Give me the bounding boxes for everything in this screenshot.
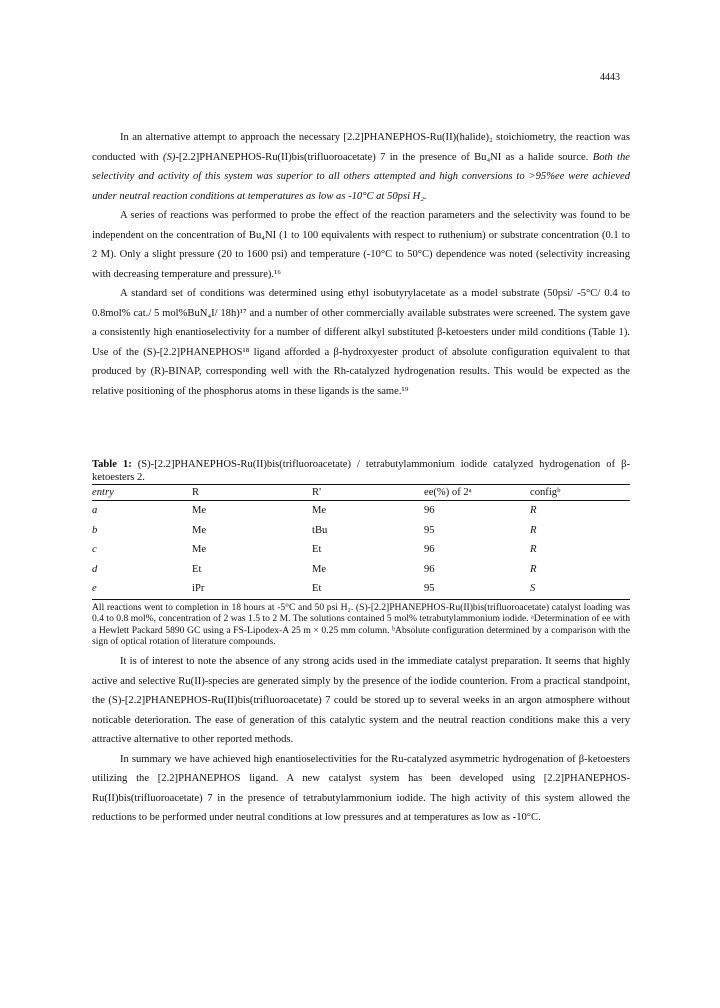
cell-ee: 96	[424, 544, 435, 556]
paragraph-3: A standard set of conditions was determined using ethyl isobutyrylacetate as a model substrate (50psi/ -5°C/ 0.4 to 0.8mol% cat./ 5 mol%BuN₄I/ 18h)¹⁷ and a number of other commercially available substrates were screened. The system gave a consistently high enantioselectivity for a number of different alkyl substituted β-ketoesters under mild conditions (Table 1). Use of the (S)-[2.2]PHANEPHOS¹⁸ ligand afforded a β-hydroxyester product of absolute configuration equivalent to that produced by (R)-BINAP, corresponding well with the Rh-catalyzed hydrogenation results. This would be expected as the relative positioning of the phosphorus atoms in these ligands is the same.¹⁹	[92, 288, 630, 397]
lower-text-block	[92, 652, 630, 828]
cell-r: Me	[192, 524, 207, 536]
cell-r-prime: Me	[312, 563, 327, 575]
header-r-prime: R'	[312, 485, 424, 501]
table-footnote: All reactions went to completion in 18 hours at -5°C and 50 psi H₂. (S)-[2.2]PHANEPHOS-Ru(II)bis(trifluoroacetate) catalyst loading was 0.4 to 0.8 mol%, concentration of 2 was 1.5 to 2 M. The solutions contained 5 mol% tetrabutylammonium iodide. ᵃDetermination of ee with a Hewlett Packard 5890 GC using a FS-Lipodex-A 25 m × 0.25 mm column. ᵇAbsolute configuration determined by a comparison with the sign of optical rotation of literature compounds.	[92, 601, 630, 647]
header-entry: entry	[92, 485, 192, 501]
paragraph-5: In summary we have achieved high enantioselectivities for the Ru-catalyzed asymmetric hydrogenation of β-ketoesters utilizing the [2.2]PHANEPHOS ligand. A new catalyst system has been developed using [2.2]PHANEPHOS-Ru(II)bis(trifluoroacetate) 7 in the presence of tetrabutylammonium iodide. The high activity of this system allowed the reductions to be performed under neutral conditions at low pressures and at temperatures as low as -10°C.	[92, 753, 630, 823]
table-1	[92, 458, 630, 648]
intro-s-label: (S)	[163, 151, 176, 163]
results-table	[92, 485, 630, 599]
table-row	[92, 560, 630, 580]
table-row	[92, 521, 630, 541]
table-header-row	[92, 485, 630, 501]
paragraph-2: A series of reactions was performed to probe the effect of the reaction parameters and the selectivity was found to be independent on the concentration of Bu₄NI (1 to 100 equivalents with respect to ruthenium) or substrate concentration (0.1 to 2 M). Only a slight pressure (20 to 1600 psi) and temperature (-10°C to 50°C) dependence was noted (selectivity increasing with decreasing temperature and pressure).¹⁶	[92, 210, 630, 280]
header-ee: ee(%) of 2ᵃ	[424, 485, 530, 501]
intro-mid: -[2.2]PHANEPHOS-Ru(II)bis(trifluoroacetate) 7 in the presence of Bu₄NI as a halide source.	[175, 151, 593, 163]
cell-entry: e	[92, 583, 97, 595]
table-row	[92, 579, 630, 599]
paragraph-intro	[92, 128, 630, 206]
table-row	[92, 501, 630, 521]
cell-entry: d	[92, 563, 98, 575]
table-caption	[92, 458, 630, 484]
cell-r-prime: Et	[312, 583, 322, 595]
cell-config: R	[530, 544, 537, 556]
cell-r-prime: tBu	[312, 524, 328, 536]
page-number: 4443	[600, 72, 620, 83]
cell-entry: b	[92, 524, 98, 536]
cell-r: iPr	[192, 583, 205, 595]
header-r: R	[192, 485, 312, 501]
cell-entry: a	[92, 505, 98, 517]
cell-ee: 96	[424, 563, 435, 575]
cell-config: R	[530, 563, 537, 575]
cell-r: Me	[192, 505, 207, 517]
cell-ee: 95	[424, 524, 435, 536]
cell-config: S	[530, 583, 536, 595]
table-caption-text: (S)-[2.2]PHANEPHOS-Ru(II)bis(trifluoroacetate) / tetrabutylammonium iodide catalyzed hydrogenation of β-ketoesters 2.	[92, 459, 630, 483]
cell-config: R	[530, 505, 537, 517]
intro-emphasis: Both the selectivity and activity of this system was superior to all others attempted and high conversions to >95%ee were achieved under neutral reaction conditions at temperatures as low as -10°C at 50psi H₂.	[92, 151, 631, 202]
cell-r-prime: Me	[312, 505, 327, 517]
cell-r: Et	[192, 563, 202, 575]
table-row	[92, 540, 630, 560]
intro-lead: In an alternative attempt to approach the necessary [2.2]PHANEPHOS-Ru(II)(halide)₂ stoichiometry, the reaction was conducted with	[92, 132, 630, 163]
table-bottom-rule	[92, 599, 630, 600]
paragraph-4: It is of interest to note the absence of any strong acids used in the immediate catalyst preparation. It seems that highly active and selective Ru(II)-species are generated simply by the presence of the iodide counterion. From a practical standpoint, the (S)-[2.2]PHANEPHOS-Ru(II)bis(trifluoroacetate) 7 could be stored up to several weeks in an argon atmosphere without noticable deterioration. The ease of generation of this catalytic system and the neutral reaction conditions make this a very attractive alternative to other reported methods.	[92, 656, 630, 745]
cell-r: Me	[192, 544, 207, 556]
cell-r-prime: Et	[312, 544, 322, 556]
table-label: Table 1:	[92, 459, 132, 470]
header-config: configᵇ	[530, 485, 630, 501]
cell-ee: 96	[424, 505, 435, 517]
cell-config: R	[530, 524, 537, 536]
upper-text-block	[92, 128, 630, 401]
cell-entry: c	[92, 544, 97, 556]
cell-ee: 95	[424, 583, 435, 595]
